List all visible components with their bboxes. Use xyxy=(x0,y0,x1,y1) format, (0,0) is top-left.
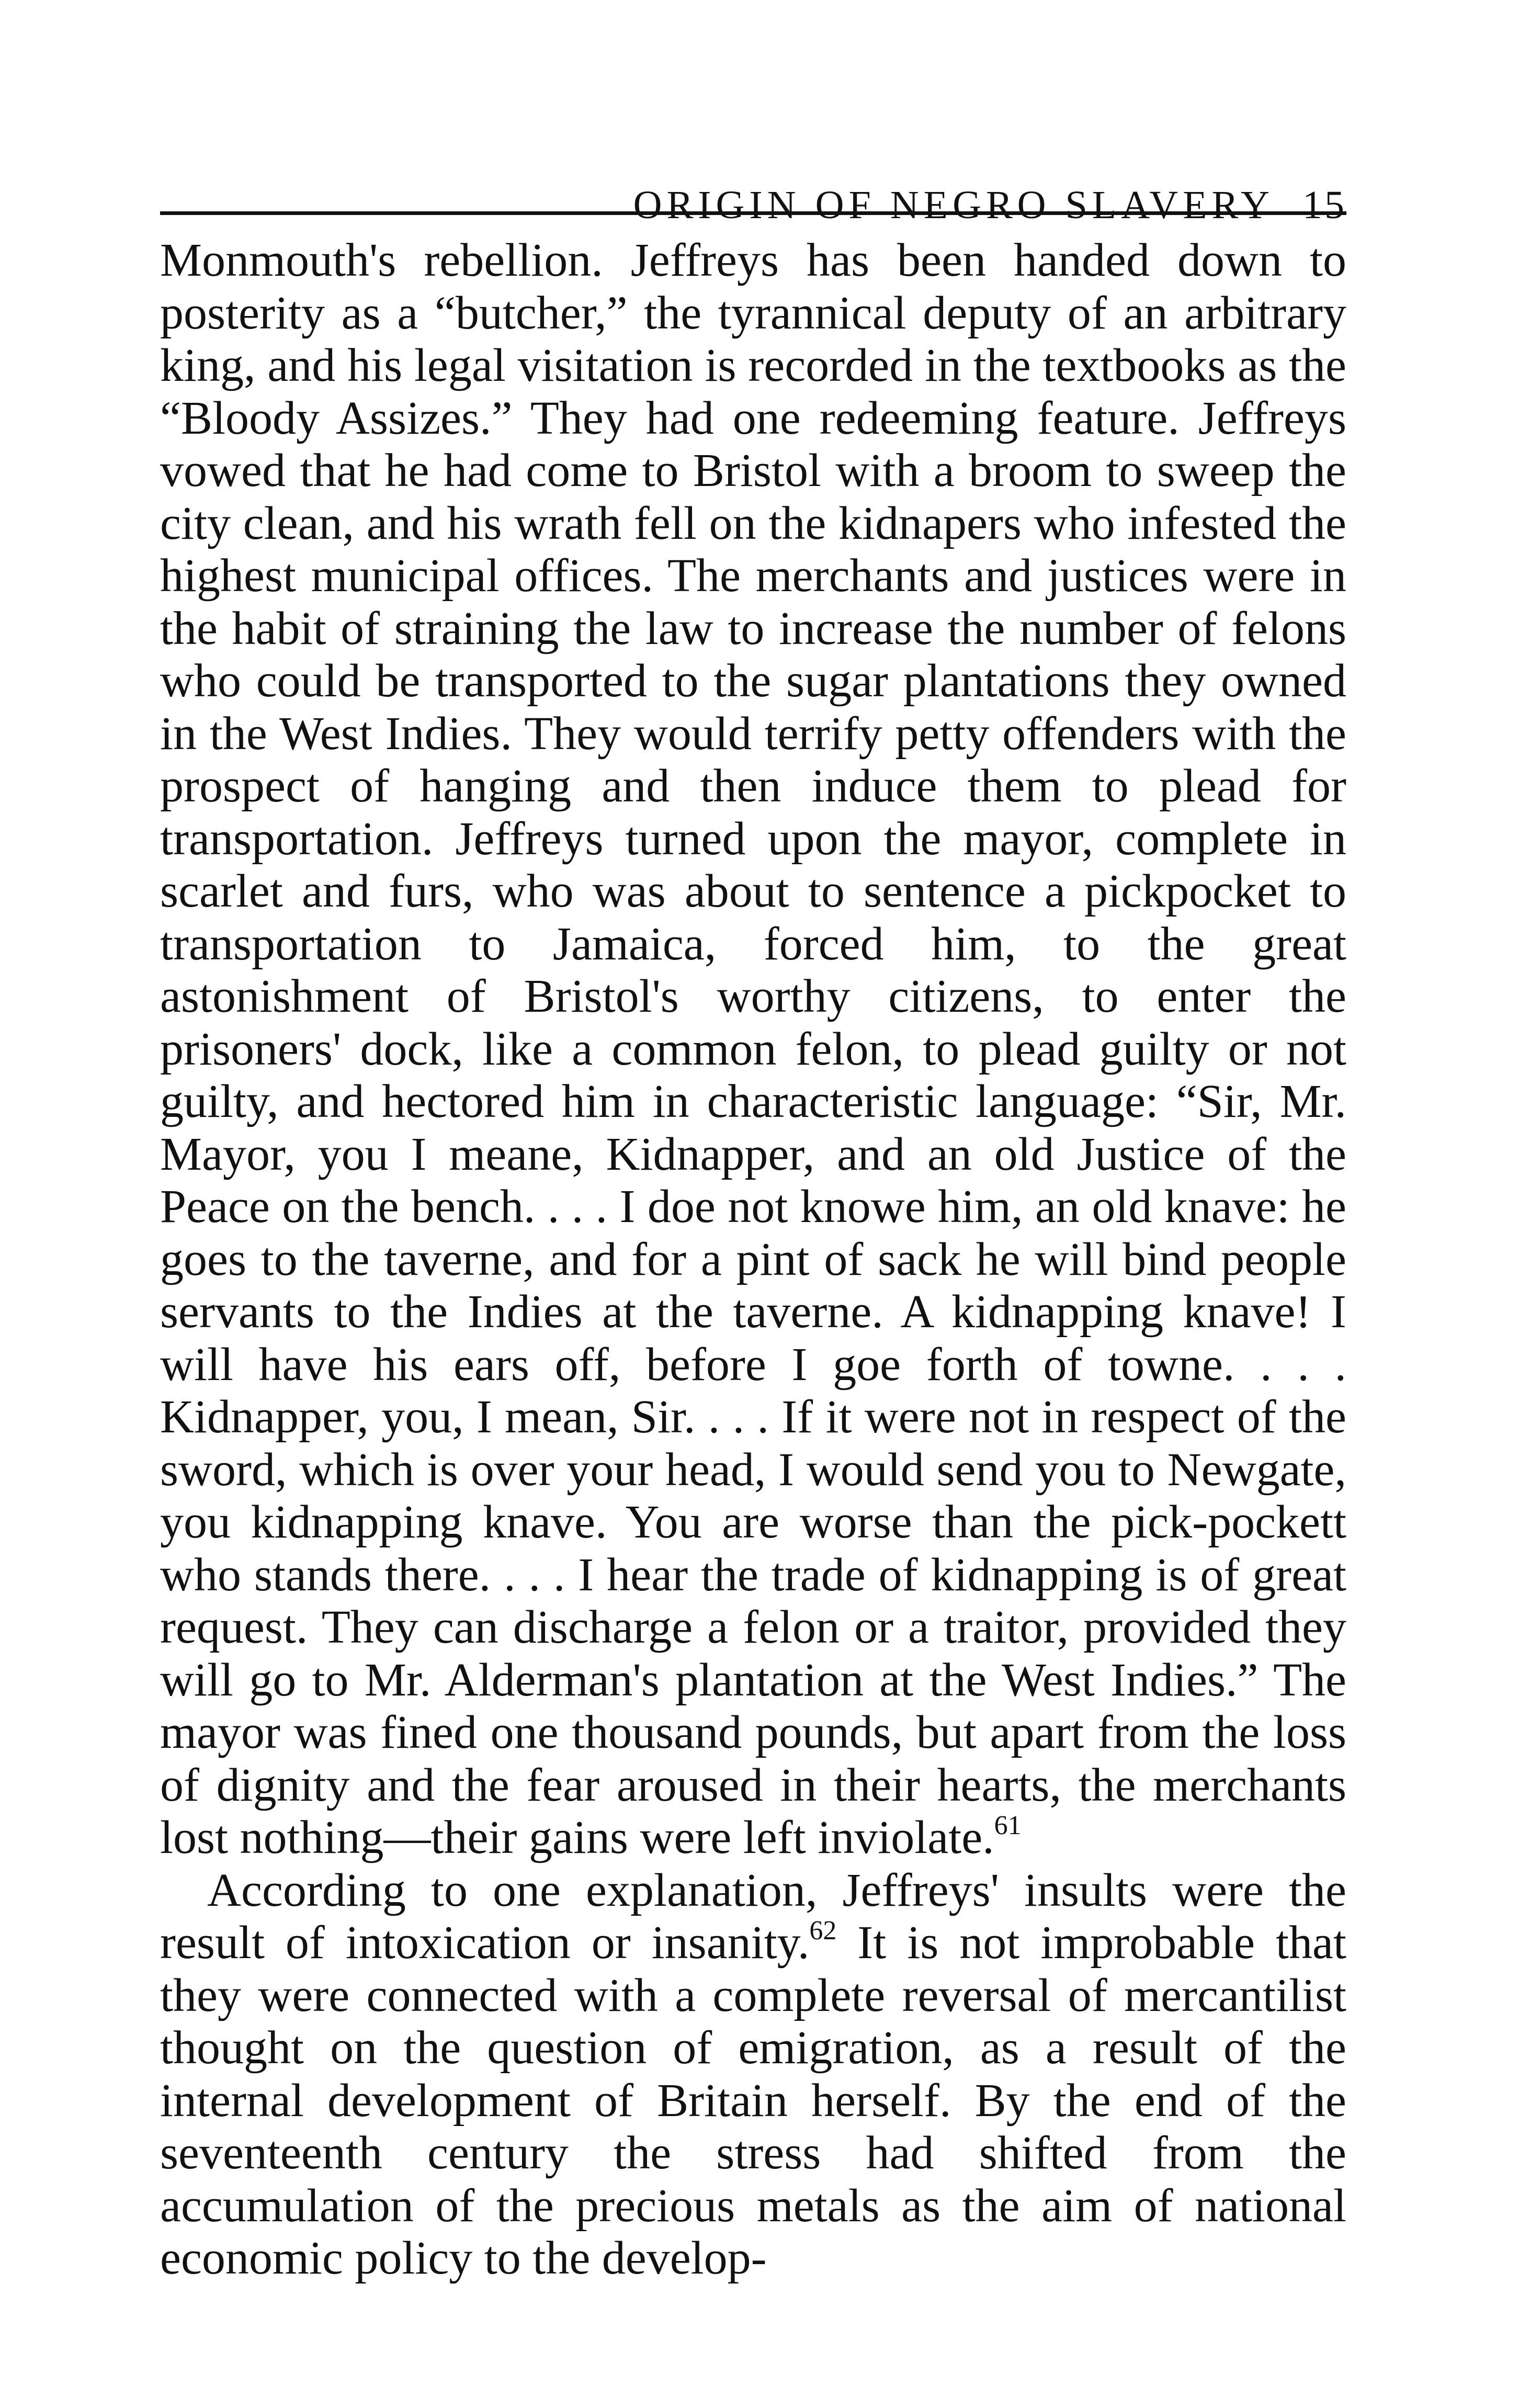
running-title: ORIGIN OF NEGRO SLAVERY xyxy=(633,183,1274,227)
paragraph-1 xyxy=(160,234,1346,1864)
paragraph-2-text-a: According to one explanation, Jeffreys' insults were the result of intoxication or insanity. xyxy=(160,1864,1346,1969)
paragraph-2-text-b: It is not improbable that they were connected with a complete reversal of mercantilist thought on the question of emigration, as a result of the internal development of Britain herself. By the end of the seventeenth century the stress had shifted from the accumulation of the precious metals as the aim of national economic policy to the develop- xyxy=(160,1917,1347,2284)
page-number: 15 xyxy=(1302,183,1346,227)
footnote-ref-62: 62 xyxy=(809,1916,837,1946)
paragraph-2 xyxy=(160,1864,1346,2285)
header-rule xyxy=(160,211,1346,215)
paragraph-1-text: Monmouth's rebellion. Jeffreys has been handed down to posterity as a “butcher,” the tyrannical deputy of an arbitrary king, and his legal visitation is recorded in the textbooks as the “Bloody Assizes.” They had one redeeming feature. Jeffreys vowed that he had come to Bristol with a broom to sweep the city clean, and his wrath fell on the kidnapers who infested the highest municipal offices. The merchants and justices were in the habit of straining the law to increase the number of felons who could be transported to the sugar plantations they owned in the West Indies. They would terrify petty offenders with the prospect of hanging and then induce them to plead for transportation. Jeffreys turned upon the mayor, complete in scarlet and furs, who was about to sentence a pickpocket to transportation to Jamaica, forced him, to the great astonishment of Bristol's worthy citizens, to enter the prisoners' dock, like a common felon, to plead guilty or not guilty, and hectored him in characteristic language: “Sir, Mr. Mayor, you I meane, Kidnapper, and an old Justice of the Peace on the bench. . . . I doe not knowe him, an old knave: he goes to the taverne, and for a pint of sack he will bind people servants to the Indies at the taverne. A kidnapping knave! I will have his ears off, before I goe forth of towne. . . . Kidnapper, you, I mean, Sir. . . . If it were not in respect of the sword, which is over your head, I would send you to Newgate, you kidnapping knave. You are worse than the pick-pockett who stands there. . . . I hear the trade of kidnapping is of great request. They can discharge a felon or a traitor, provided they will go to Mr. Alderman's plantation at the West Indies.” The mayor was fined one thousand pounds, but apart from the loss of dignity and the fear aroused in their hearts, the merchants lost nothing—their gains were left inviolate. xyxy=(160,234,1346,1863)
footnote-ref-61: 61 xyxy=(994,1811,1022,1840)
body-text xyxy=(160,234,1346,2285)
